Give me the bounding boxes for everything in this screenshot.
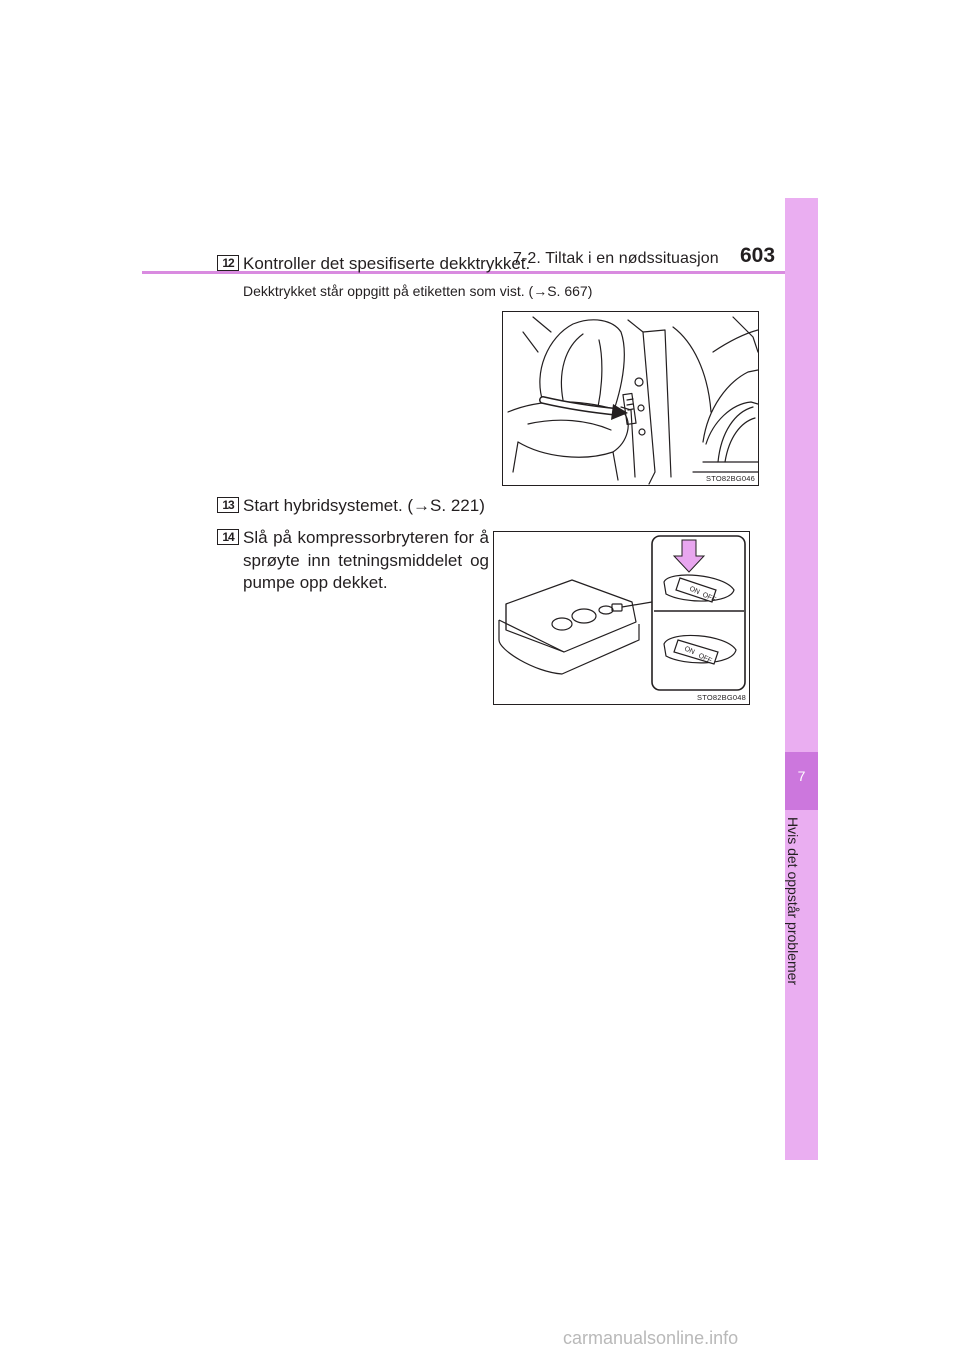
step-text: Kontroller det spesifiserte dekktrykket.	[243, 254, 531, 273]
chapter-number: 7	[797, 768, 806, 784]
chapter-side-tab	[785, 198, 818, 1160]
figure-code: STO82BG046	[706, 474, 755, 483]
step-badge: 12	[217, 255, 239, 271]
compressor-drawing	[494, 532, 749, 704]
switch-on-label: ON	[688, 585, 701, 597]
switch-off-label: OFF	[697, 652, 713, 665]
switch-on-label: ON	[683, 645, 696, 657]
page-number: 603	[740, 244, 776, 267]
step-badge: 14	[217, 529, 239, 545]
step-text: Start hybridsystemet. (→S. 221)	[243, 496, 485, 515]
compressor-switch-illustration	[493, 531, 750, 705]
switch-off-label: OFF	[701, 591, 717, 604]
section-title: 7-2. Tiltak i en nødssituasjon	[513, 250, 719, 267]
figure-code: STO82BG048	[697, 693, 746, 702]
tire-label-illustration	[502, 311, 759, 486]
watermark: carmanualsonline.info	[563, 1328, 739, 1348]
step-text: Slå på kompressorbryteren for å sprøyte inn tetningsmiddelet og pumpe opp dekket.	[243, 528, 489, 592]
step-note: Dekktrykket står oppgitt på etiketten som vist. (→S. 667)	[243, 283, 593, 299]
chapter-label-text: Hvis det oppstår problemer	[785, 817, 801, 986]
step-badge: 13	[217, 497, 239, 513]
door-pillar-drawing	[503, 312, 758, 485]
chapter-label	[774, 817, 829, 997]
